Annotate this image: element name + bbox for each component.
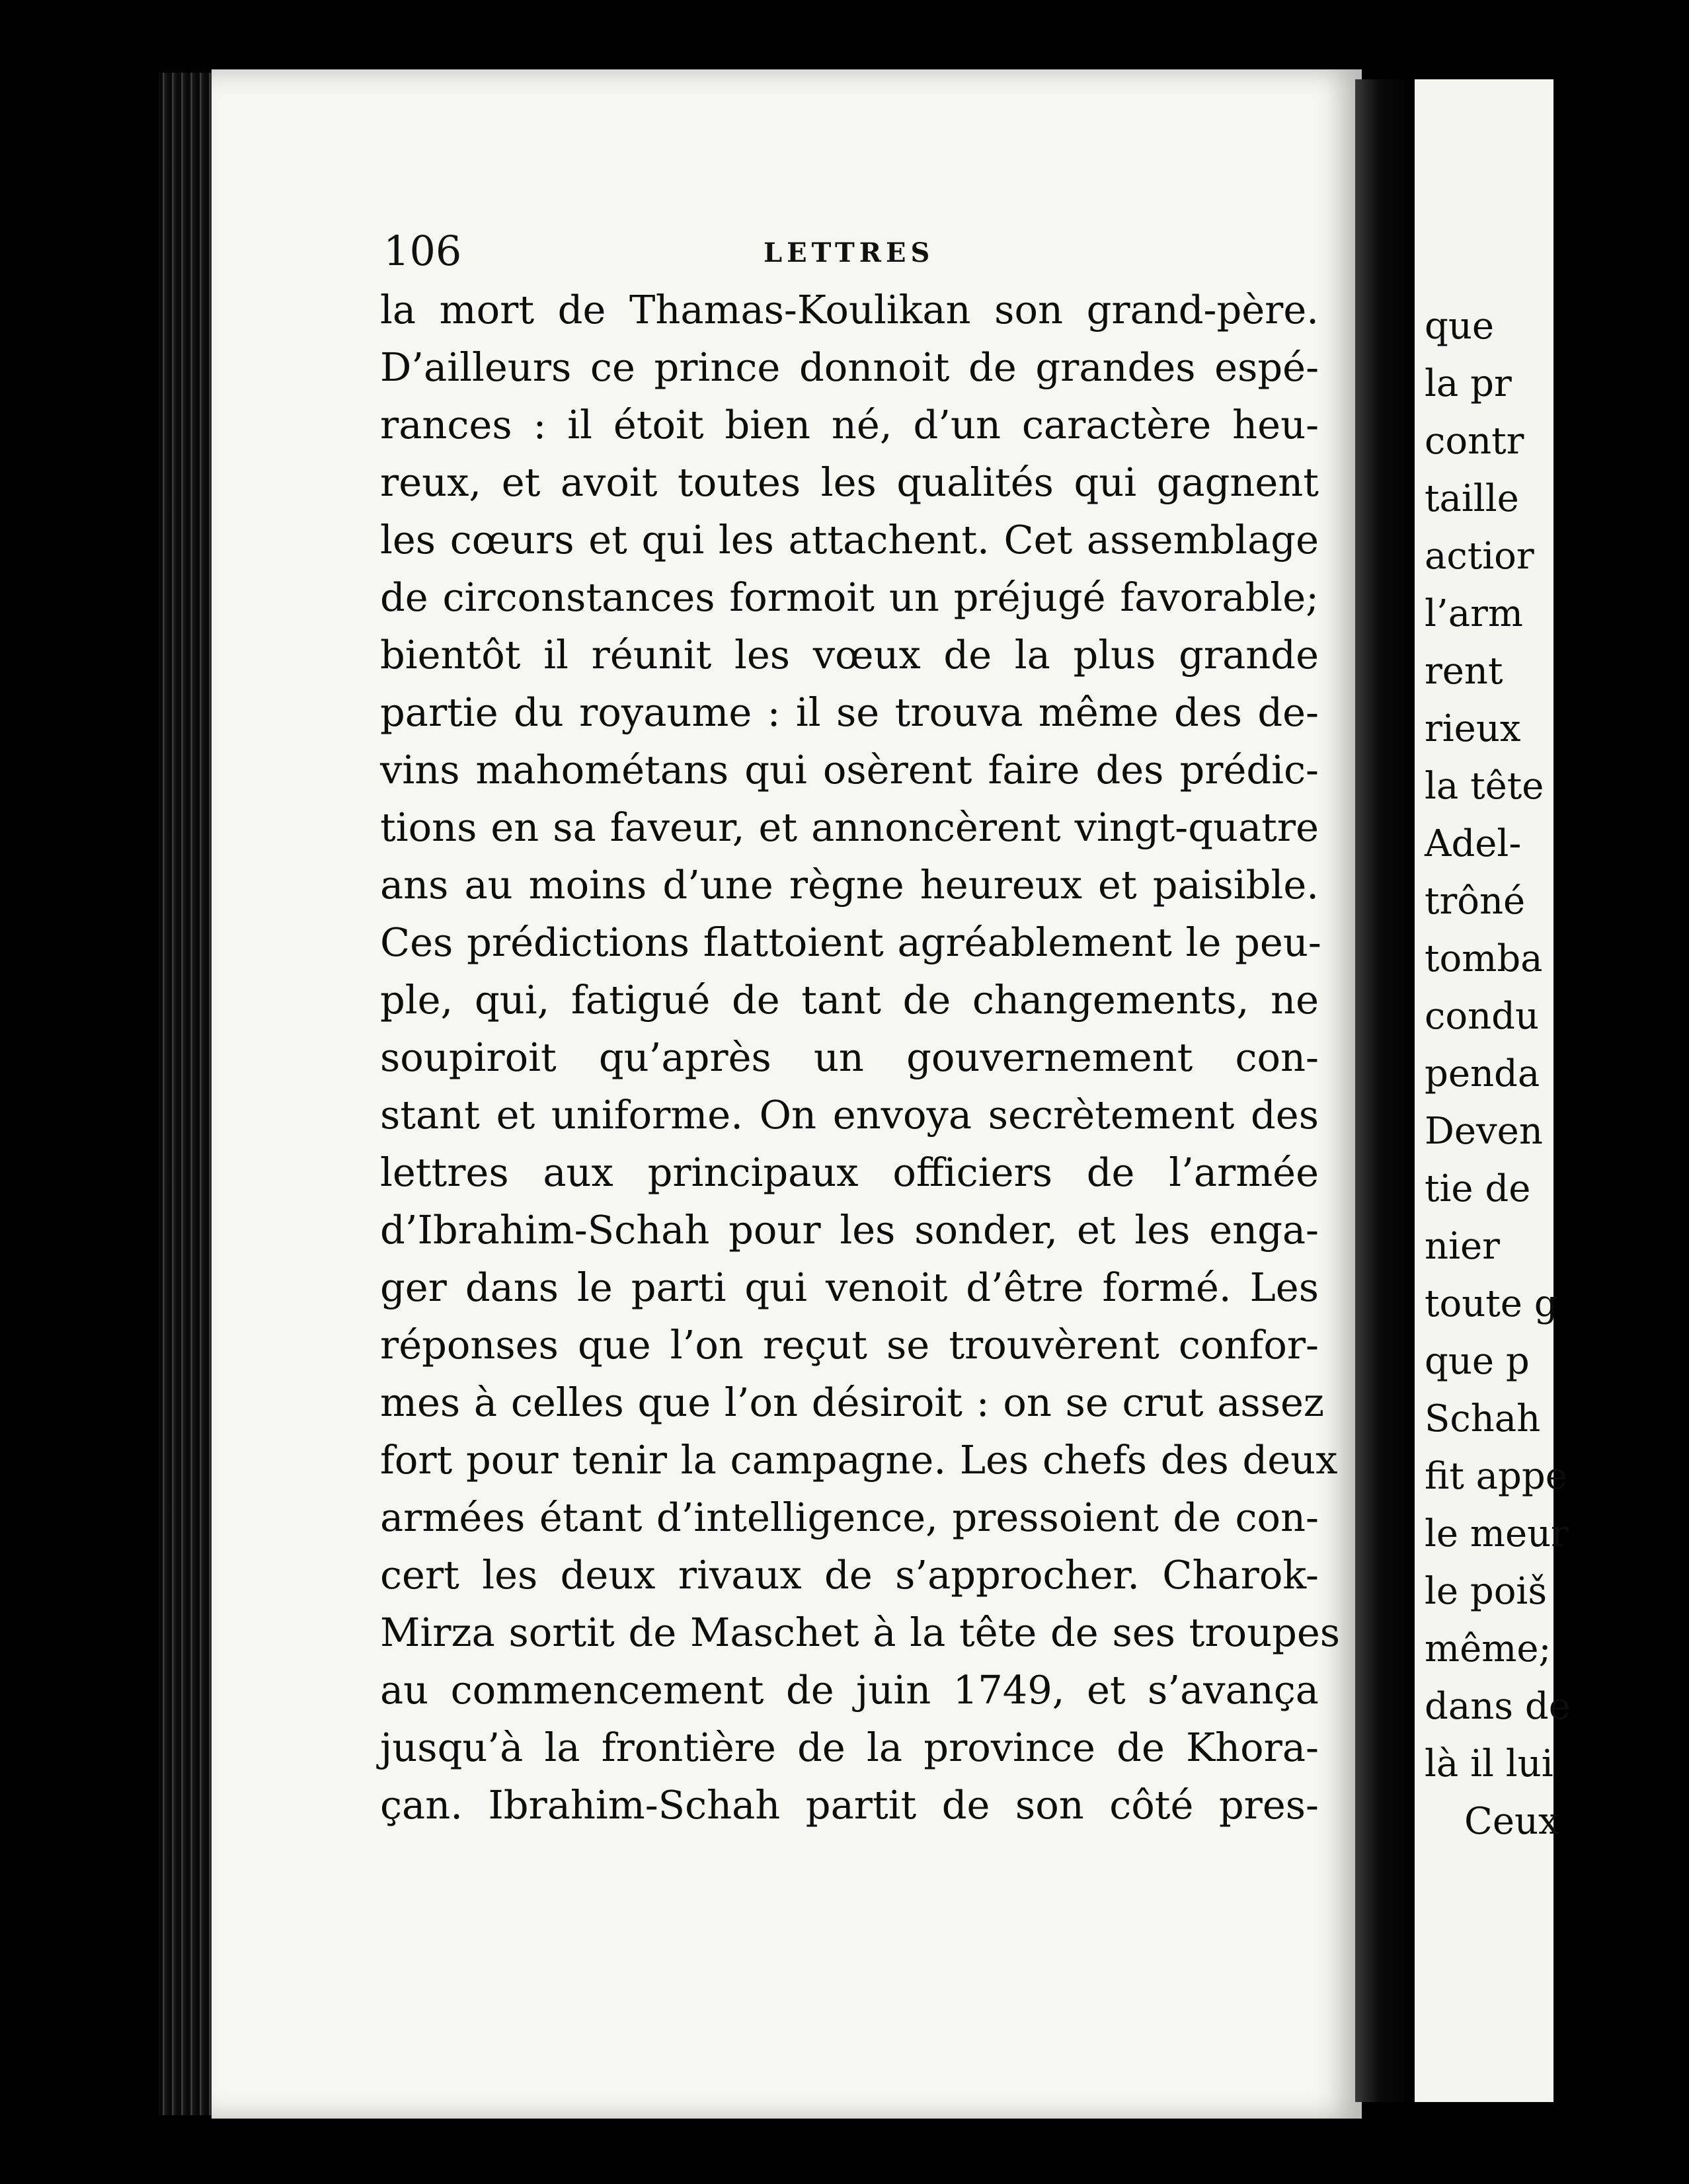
running-title: LETTRES (764, 237, 935, 268)
page-number: 106 (383, 227, 462, 275)
text-line: fort pour tenir la campagne. Les chefs des deux (380, 1437, 1338, 1483)
text-line: la pr (1425, 362, 1512, 405)
text-line: au commencement de juin 1749, et s’avança (380, 1667, 1319, 1713)
text-line: Ces prédictions flattoient agréablement le peu- (380, 919, 1321, 965)
text-line: de circonstances formoit un préjugé favorable; (380, 574, 1319, 620)
right-page-text (1425, 297, 1689, 1850)
text-line: tie de (1425, 1167, 1531, 1210)
text-line: la tête (1425, 765, 1544, 808)
text-line: dans de (1425, 1685, 1571, 1728)
running-head (383, 225, 1322, 278)
text-line: trôné (1425, 880, 1526, 923)
text-line: D’ailleurs ce prince donnoit de grandes espé- (380, 344, 1319, 390)
text-line: lettres aux principaux officiers de l’armée (380, 1150, 1319, 1195)
text-line: l’arm (1425, 592, 1523, 635)
text-line: reux, et avoit toutes les qualités qui gagnent (380, 459, 1319, 505)
text-line: là il lui (1425, 1742, 1553, 1785)
text-line: ans au moins d’une règne heureux et paisible. (380, 862, 1319, 908)
text-line: toute g (1425, 1282, 1558, 1325)
text-line: ger dans le parti qui venoit d’être formé. Les (380, 1265, 1319, 1310)
text-line: que (1425, 305, 1495, 348)
right-page-partial (1415, 79, 1571, 2102)
text-line: rances : il étoit bien né, d’un caractère heu- (380, 402, 1319, 448)
text-line: Deven (1425, 1110, 1543, 1153)
text-line: actior (1425, 535, 1534, 578)
text-line: Ceux (1464, 1800, 1559, 1843)
text-line: bientôt il réunit les vœux de la plus grande (380, 632, 1319, 678)
text-line: la mort de Thamas-Koulikan son grand-père. (380, 287, 1319, 332)
text-line: çan. Ibrahim-Schah partit de son côté pres- (380, 1782, 1319, 1828)
text-line: contr (1425, 420, 1524, 463)
text-line: rieux (1425, 707, 1521, 750)
text-line: taille (1425, 477, 1519, 520)
text-line: tions en sa faveur, et annoncèrent vingt-quatre (380, 804, 1319, 850)
text-line: armées étant d’intelligence, pressoient de con- (380, 1495, 1319, 1540)
text-line: soupiroit qu’après un gouvernement con- (380, 1034, 1319, 1080)
text-line: ple, qui, fatigué de tant de changements, ne (380, 977, 1319, 1023)
text-line: jusqu’à la frontière de la province de Khora- (380, 1725, 1319, 1770)
text-line: les cœurs et qui les attachent. Cet assemblage (380, 517, 1319, 563)
text-line: cert les deux rivaux de s’approcher. Charok- (380, 1552, 1319, 1598)
text-line: rent (1425, 650, 1503, 693)
text-line: stant et uniforme. On envoya secrètement des (380, 1092, 1319, 1138)
text-line: le poiš (1425, 1570, 1548, 1613)
text-line: condu (1425, 995, 1540, 1038)
text-line: mes à celles que l’on désiroit : on se crut assez (380, 1380, 1324, 1425)
text-line: que p (1425, 1340, 1530, 1383)
text-line: réponses que l’on reçut se trouvèrent confor- (380, 1322, 1319, 1368)
gutter-shadow (1355, 79, 1415, 2102)
text-line: partie du royaume : il se trouva même des de- (380, 689, 1319, 735)
text-line: même; (1425, 1627, 1552, 1670)
text-line: fit appe (1425, 1455, 1567, 1498)
text-line: Adel- (1425, 822, 1522, 865)
text-line: penda (1425, 1052, 1540, 1095)
text-line: vins mahométans qui osèrent faire des prédic- (380, 747, 1319, 793)
left-page-text (380, 281, 1341, 1834)
text-line: tomba (1425, 937, 1543, 980)
text-line: le meur (1425, 1512, 1569, 1555)
text-line: Schah (1425, 1397, 1541, 1440)
text-line: Mirza sortit de Maschet à la tête de ses troupes (380, 1610, 1341, 1655)
text-line: d’Ibrahim-Schah pour les sonder, et les enga- (380, 1207, 1319, 1253)
text-line: nier (1425, 1225, 1500, 1268)
